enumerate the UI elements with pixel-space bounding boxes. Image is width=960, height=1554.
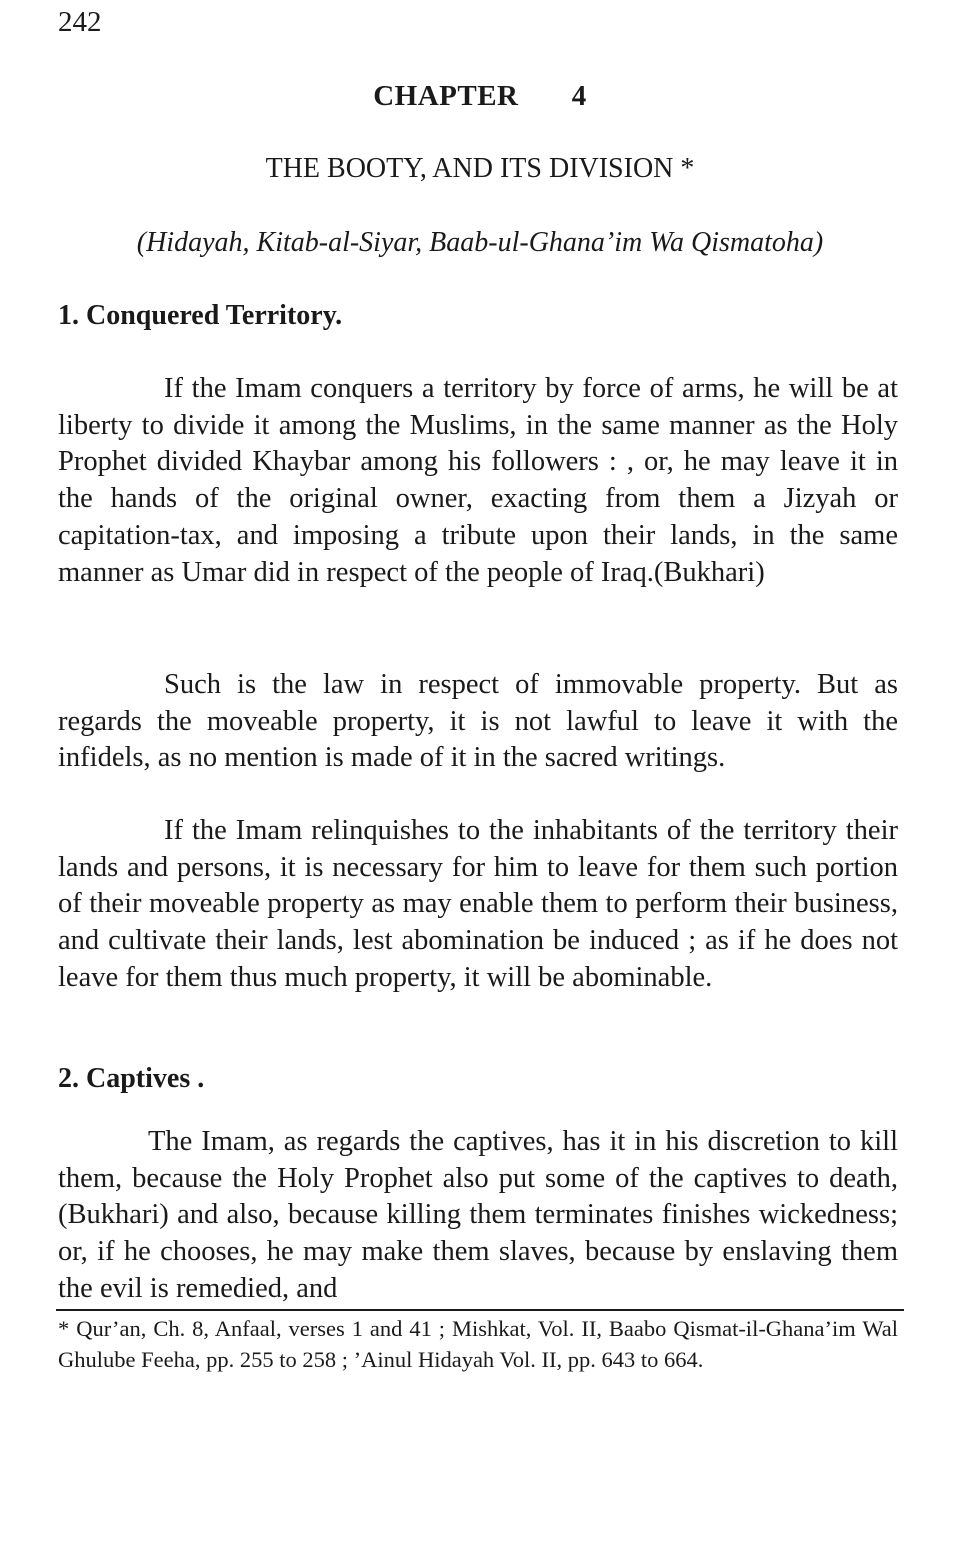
section-heading-captives: 2. Captives .	[58, 1063, 205, 1094]
section-heading-conquered-territory: 1. Conquered Territory.	[58, 300, 343, 331]
paragraph-captives: The Imam, as regards the captives, has it in his discretion to kill them, because the Holy Prophet also put some of the captives to death, (Bukhari) and also, because killing them terminates finishes wickedness; or, if he chooses, he may make them slaves, because by enslaving them the evil is remedied, and	[58, 1126, 898, 1304]
paragraph-immovable-property: Such is the law in respect of immovable property. But as regards the moveable property, it is not lawful to leave it with the infidels, as no mention is made of it in the sacred writings.	[58, 669, 898, 774]
chapter-title: CHAPTER 4	[373, 80, 587, 112]
paragraph-conquest: If the Imam conquers a territory by force of arms, he will be at liberty to divide it among the Muslims, in the same manner as the Holy Prophet divided Khaybar among his followers : , or, he may leave it in the hands of the original owner, exacting from them a Jizyah or capitation-tax, and imposing a tribute upon their lands, in the same manner as Umar did in respect of the people of Iraq.(Bukhari)	[58, 373, 898, 588]
page-number: 242	[58, 6, 102, 38]
chapter-subtitle: THE BOOTY, AND ITS DIVISION *	[265, 153, 695, 184]
chapter-source-reference: (Hidayah, Kitab-al-Siyar, Baab-ul-Ghana’im Wa Qismatoha)	[136, 227, 824, 258]
paragraph-relinquishment: If the Imam relinquishes to the inhabitants of the territory their lands and persons, it is necessary for him to leave for them such portion of their moveable property as may enable them to perform their business, and cultivate their lands, lest abomination be induced ; as if he does not leave for them thus much property, it will be abominable.	[58, 815, 898, 993]
footnote-divider	[56, 1309, 904, 1311]
footnote: * Qur’an, Ch. 8, Anfaal, verses 1 and 41 ; Mishkat, Vol. II, Baabo Qismat-il-Ghana’im Wal Ghulube Feeha, pp. 255 to 258 ; ’Ainul Hidayah Vol. II, pp. 643 to 664.	[58, 1316, 898, 1372]
